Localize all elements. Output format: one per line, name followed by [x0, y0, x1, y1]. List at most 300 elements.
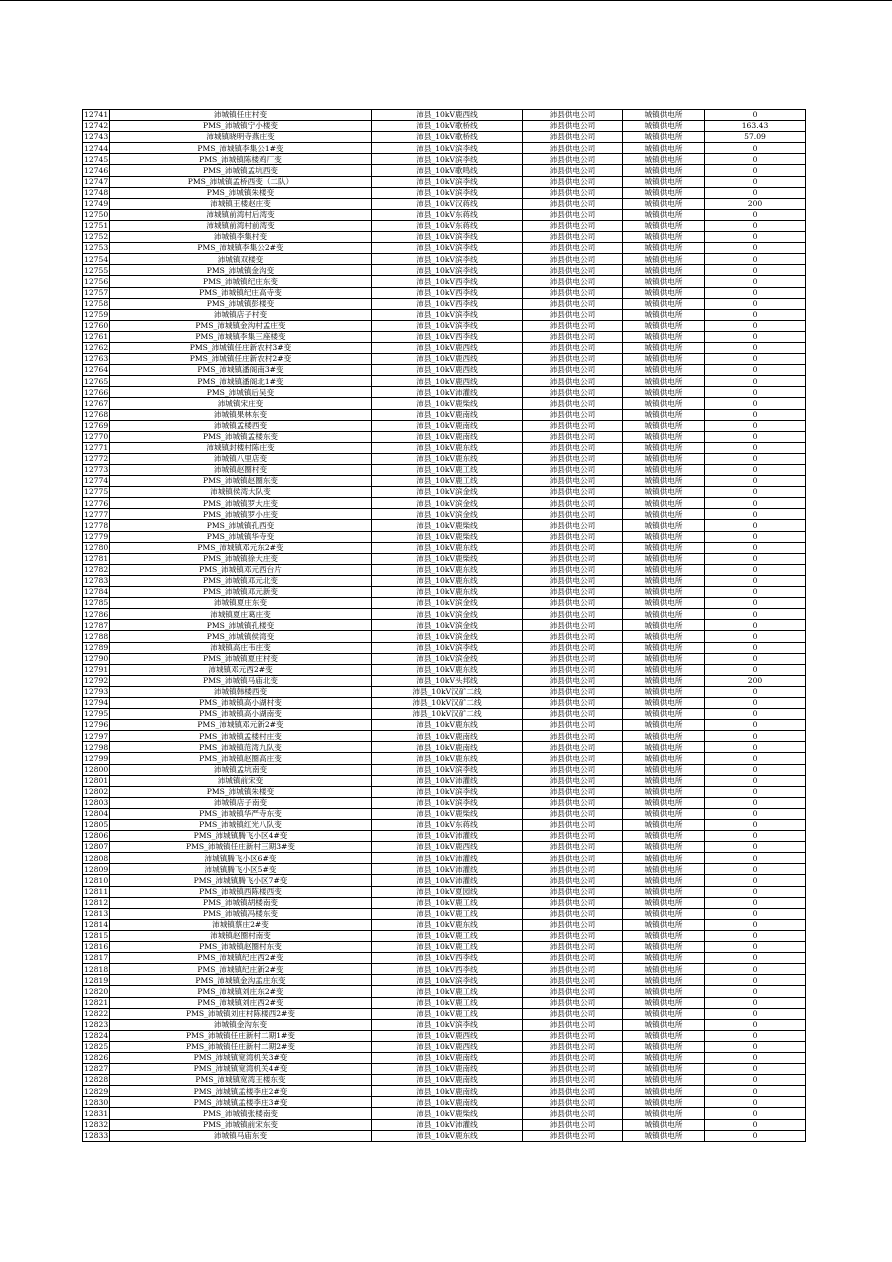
table-row [83, 143, 806, 154]
row-number-cell: 12807 [84, 842, 109, 852]
company-cell: 沛县供电公司 [523, 143, 623, 154]
value-cell: 0 [705, 365, 806, 376]
station-cell: 城镇供电所 [623, 232, 705, 243]
substation-name-cell: 沛城镇八里店变 [110, 453, 372, 464]
company-cell: 沛县供电公司 [523, 232, 623, 243]
table-row [83, 220, 806, 231]
station-cell: 城镇供电所 [623, 365, 705, 376]
table-row [83, 786, 806, 797]
value-cell: 0 [705, 720, 806, 731]
value-cell: 0 [705, 387, 806, 398]
value-cell: 0 [705, 453, 806, 464]
row-number-cell: 12743 [84, 132, 109, 142]
table-row [83, 553, 806, 564]
row-number-cell: 12763 [84, 354, 109, 364]
station-cell: 城镇供电所 [623, 986, 705, 997]
company-cell: 沛县供电公司 [523, 453, 623, 464]
line-name-cell: 沛县_10kV滨李线 [372, 764, 523, 775]
substation-name-cell: PMS_沛城镇邓元东2#变 [110, 542, 372, 553]
line-name-cell: 沛县_10kV鹿西线 [372, 110, 523, 121]
station-cell: 城镇供电所 [623, 964, 705, 975]
table-row [83, 442, 806, 453]
line-name-cell: 沛县_10kV鹿工线 [372, 942, 523, 953]
table-row [83, 964, 806, 975]
line-name-cell: 沛县_10kV滨金线 [372, 631, 523, 642]
line-name-cell: 沛县_10kV鹿东线 [372, 720, 523, 731]
station-cell: 城镇供电所 [623, 631, 705, 642]
line-name-cell: 沛县_10kV鹿西线 [372, 342, 523, 353]
row-number-cell: 12741 [84, 110, 109, 120]
company-cell: 沛县供电公司 [523, 509, 623, 520]
station-cell: 城镇供电所 [623, 1052, 705, 1063]
line-name-cell: 沛县_10kV滨李线 [372, 797, 523, 808]
row-number-cell: 12808 [84, 853, 109, 863]
company-cell: 沛县供电公司 [523, 1075, 623, 1086]
substation-name-cell: PMS_沛城镇腾飞小区4#变 [110, 831, 372, 842]
value-cell: 0 [705, 842, 806, 853]
substation-name-cell: PMS_沛城镇纪庄新2#变 [110, 964, 372, 975]
value-cell: 0 [705, 1119, 806, 1130]
value-cell: 0 [705, 753, 806, 764]
line-name-cell: 沛县_10kV鹿西线 [372, 354, 523, 365]
substation-name-cell: PMS_沛城镇赵圈高庄变 [110, 753, 372, 764]
station-cell: 城镇供电所 [623, 731, 705, 742]
value-cell: 0 [705, 598, 806, 609]
station-cell: 城镇供电所 [623, 1075, 705, 1086]
row-number-cell: 12819 [84, 975, 109, 985]
substation-name-cell: 沛城镇封楼村陈庄变 [110, 442, 372, 453]
substation-name-cell: PMS_沛城镇李集公2#变 [110, 243, 372, 254]
substation-name-cell: PMS_沛城镇金沟孟庄东变 [110, 975, 372, 986]
table-row [83, 387, 806, 398]
row-number-cell: 12765 [84, 376, 109, 386]
line-name-cell: 沛县_10kV鹿东线 [372, 753, 523, 764]
value-cell: 0 [705, 853, 806, 864]
value-cell: 0 [705, 697, 806, 708]
table-row [83, 642, 806, 653]
value-cell: 0 [705, 1008, 806, 1019]
row-number-cell: 12831 [84, 1108, 109, 1118]
company-cell: 沛县供电公司 [523, 686, 623, 697]
row-number-cell: 12797 [84, 731, 109, 741]
value-cell: 0 [705, 742, 806, 753]
table-row [83, 232, 806, 243]
table-row [83, 1097, 806, 1108]
station-cell: 城镇供电所 [623, 209, 705, 220]
value-cell: 0 [705, 1075, 806, 1086]
table-row [83, 176, 806, 187]
value-cell: 0 [705, 320, 806, 331]
row-number-cell: 12742 [84, 121, 109, 131]
station-cell: 城镇供电所 [623, 620, 705, 631]
row-number-cell: 12753 [84, 243, 109, 253]
row-number-cell: 12805 [84, 820, 109, 830]
station-cell: 城镇供电所 [623, 276, 705, 287]
value-cell: 0 [705, 465, 806, 476]
company-cell: 沛县供电公司 [523, 720, 623, 731]
table-row [83, 376, 806, 387]
company-cell: 沛县供电公司 [523, 1086, 623, 1097]
company-cell: 沛县供电公司 [523, 553, 623, 564]
station-cell: 城镇供电所 [623, 875, 705, 886]
line-name-cell: 沛县_10kV鹿西线 [372, 842, 523, 853]
value-cell: 0 [705, 309, 806, 320]
value-cell: 0 [705, 964, 806, 975]
table-row [83, 154, 806, 165]
value-cell: 0 [705, 1052, 806, 1063]
station-cell: 城镇供电所 [623, 598, 705, 609]
company-cell: 沛县供电公司 [523, 642, 623, 653]
substation-name-cell: PMS_沛城镇宽湾机关4#变 [110, 1064, 372, 1075]
station-cell: 城镇供电所 [623, 309, 705, 320]
station-cell: 城镇供电所 [623, 387, 705, 398]
value-cell: 0 [705, 686, 806, 697]
station-cell: 城镇供电所 [623, 908, 705, 919]
table-row [83, 198, 806, 209]
table-body [83, 110, 806, 1142]
table-row [83, 864, 806, 875]
row-number-cell: 12811 [84, 886, 109, 896]
row-number-cell: 12828 [84, 1075, 109, 1085]
row-number-cell: 12812 [84, 897, 109, 907]
line-name-cell: 沛县_10kV鹿东线 [372, 587, 523, 598]
station-cell: 城镇供电所 [623, 476, 705, 487]
station-cell: 城镇供电所 [623, 498, 705, 509]
company-cell: 沛县供电公司 [523, 209, 623, 220]
station-cell: 城镇供电所 [623, 320, 705, 331]
company-cell: 沛县供电公司 [523, 598, 623, 609]
table-row [83, 1052, 806, 1063]
table-row [83, 919, 806, 930]
row-number-cell: 12774 [84, 476, 109, 486]
station-cell: 城镇供电所 [623, 442, 705, 453]
line-name-cell: 沛县_10kV鹿工线 [372, 997, 523, 1008]
substation-name-cell: PMS_沛城镇邓元新变 [110, 587, 372, 598]
company-cell: 沛县供电公司 [523, 753, 623, 764]
table-row [83, 209, 806, 220]
company-cell: 沛县供电公司 [523, 187, 623, 198]
station-cell: 城镇供电所 [623, 553, 705, 564]
line-name-cell: 沛县_10kV滨李线 [372, 309, 523, 320]
substation-name-cell: 沛城镇马庙东变 [110, 1130, 372, 1141]
company-cell: 沛县供电公司 [523, 520, 623, 531]
station-cell: 城镇供电所 [623, 121, 705, 132]
company-cell: 沛县供电公司 [523, 1030, 623, 1041]
company-cell: 沛县供电公司 [523, 542, 623, 553]
station-cell: 城镇供电所 [623, 1041, 705, 1052]
row-number-cell: 12773 [84, 465, 109, 475]
station-cell: 城镇供电所 [623, 176, 705, 187]
value-cell: 0 [705, 487, 806, 498]
company-cell: 沛县供电公司 [523, 220, 623, 231]
company-cell: 沛县供电公司 [523, 331, 623, 342]
table-row [83, 1008, 806, 1019]
row-number-cell: 12747 [84, 176, 109, 186]
line-name-cell: 沛县_10kV西李线 [372, 953, 523, 964]
row-number-cell: 12784 [84, 587, 109, 597]
company-cell: 沛县供电公司 [523, 897, 623, 908]
station-cell: 城镇供电所 [623, 1086, 705, 1097]
substation-name-cell: PMS_沛城镇后吴变 [110, 387, 372, 398]
value-cell: 0 [705, 731, 806, 742]
line-name-cell: 沛县_10kV鹿南线 [372, 420, 523, 431]
company-cell: 沛县供电公司 [523, 254, 623, 265]
row-number-cell: 12817 [84, 953, 109, 963]
value-cell: 0 [705, 209, 806, 220]
table-row [83, 1064, 806, 1075]
substation-name-cell: PMS_沛城镇孔西变 [110, 520, 372, 531]
line-name-cell: 沛县_10kV鹿东线 [372, 919, 523, 930]
value-cell: 0 [705, 609, 806, 620]
value-cell: 0 [705, 919, 806, 930]
substation-name-cell: PMS_沛城镇朱楼变 [110, 187, 372, 198]
substation-name-cell: 沛城镇金沟东变 [110, 1019, 372, 1030]
table-row [83, 1075, 806, 1086]
row-number-cell: 12804 [84, 809, 109, 819]
station-cell: 城镇供电所 [623, 797, 705, 808]
company-cell: 沛县供电公司 [523, 564, 623, 575]
table-row [83, 1019, 806, 1030]
row-number-cell: 12767 [84, 398, 109, 408]
station-cell: 城镇供电所 [623, 919, 705, 930]
table-row [83, 675, 806, 686]
value-cell: 0 [705, 176, 806, 187]
station-cell: 城镇供电所 [623, 686, 705, 697]
line-name-cell: 沛县_10kV鹿南线 [372, 431, 523, 442]
company-cell: 沛县供电公司 [523, 298, 623, 309]
table-row [83, 265, 806, 276]
substation-name-cell: 沛城镇腾飞小区5#变 [110, 864, 372, 875]
table-row [83, 720, 806, 731]
row-number-cell: 12826 [84, 1053, 109, 1063]
value-cell: 0 [705, 642, 806, 653]
company-cell: 沛县供电公司 [523, 165, 623, 176]
station-cell: 城镇供电所 [623, 198, 705, 209]
table-row [83, 842, 806, 853]
substation-name-cell: PMS_沛城镇刘庄东2#变 [110, 986, 372, 997]
station-cell: 城镇供电所 [623, 1130, 705, 1141]
company-cell: 沛县供电公司 [523, 476, 623, 487]
value-cell: 200 [705, 198, 806, 209]
line-name-cell: 沛县_10kV鹿南线 [372, 1064, 523, 1075]
table-row [83, 354, 806, 365]
row-number-cell: 12775 [84, 487, 109, 497]
value-cell: 0 [705, 154, 806, 165]
table-row [83, 498, 806, 509]
table-row [83, 575, 806, 586]
company-cell: 沛县供电公司 [523, 609, 623, 620]
line-name-cell: 沛县_10kV鹿柴线 [372, 808, 523, 819]
value-cell: 0 [705, 975, 806, 986]
value-cell: 0 [705, 709, 806, 720]
company-cell: 沛县供电公司 [523, 964, 623, 975]
station-cell: 城镇供电所 [623, 653, 705, 664]
station-cell: 城镇供电所 [623, 331, 705, 342]
substation-name-cell: 沛城镇前湾村后湾变 [110, 209, 372, 220]
station-cell: 城镇供电所 [623, 398, 705, 409]
station-cell: 城镇供电所 [623, 1119, 705, 1130]
value-cell: 0 [705, 232, 806, 243]
row-number-cell: 12787 [84, 620, 109, 630]
value-cell: 0 [705, 243, 806, 254]
table-row [83, 254, 806, 265]
row-number-cell: 12798 [84, 742, 109, 752]
substation-name-cell: PMS_沛城镇范湾九队变 [110, 742, 372, 753]
value-cell: 0 [705, 864, 806, 875]
company-cell: 沛县供电公司 [523, 864, 623, 875]
substation-name-cell: 沛城镇高庄韦庄变 [110, 642, 372, 653]
value-cell: 200 [705, 675, 806, 686]
row-number-cell: 12760 [84, 321, 109, 331]
row-number-cell: 12800 [84, 764, 109, 774]
company-cell: 沛县供电公司 [523, 831, 623, 842]
row-number-cell: 12829 [84, 1086, 109, 1096]
value-cell: 0 [705, 331, 806, 342]
row-number-cell: 12795 [84, 709, 109, 719]
substation-name-cell: PMS_沛城镇赵圈东变 [110, 476, 372, 487]
row-number-cell: 12746 [84, 165, 109, 175]
company-cell: 沛县供电公司 [523, 342, 623, 353]
table-row [83, 121, 806, 132]
substation-name-cell: PMS_沛城镇金沟村孟庄变 [110, 320, 372, 331]
table-row [83, 664, 806, 675]
line-name-cell: 沛县_10kV鹿工线 [372, 930, 523, 941]
row-number-cell: 12809 [84, 864, 109, 874]
row-number-cell: 12799 [84, 753, 109, 763]
row-number-cell: 12806 [84, 831, 109, 841]
line-name-cell: 沛县_10kV汉矿二线 [372, 697, 523, 708]
company-cell: 沛县供电公司 [523, 908, 623, 919]
table-row [83, 797, 806, 808]
substation-name-cell: PMS_沛城镇任庄新村二期1#变 [110, 1030, 372, 1041]
value-cell: 0 [705, 1041, 806, 1052]
value-cell: 0 [705, 298, 806, 309]
company-cell: 沛县供电公司 [523, 320, 623, 331]
company-cell: 沛县供电公司 [523, 953, 623, 964]
line-name-cell: 沛县_10kV东蒋线 [372, 209, 523, 220]
station-cell: 城镇供电所 [623, 254, 705, 265]
station-cell: 城镇供电所 [623, 997, 705, 1008]
line-name-cell: 沛县_10kV沛灌线 [372, 387, 523, 398]
table-row [83, 276, 806, 287]
company-cell: 沛县供电公司 [523, 919, 623, 930]
substation-name-cell: PMS_沛城镇孟楼李庄3#变 [110, 1097, 372, 1108]
company-cell: 沛县供电公司 [523, 487, 623, 498]
company-cell: 沛县供电公司 [523, 731, 623, 742]
substation-name-cell: PMS_沛城镇西陈楼西变 [110, 886, 372, 897]
company-cell: 沛县供电公司 [523, 797, 623, 808]
station-cell: 城镇供电所 [623, 409, 705, 420]
table-row [83, 365, 806, 376]
value-cell: 0 [705, 553, 806, 564]
station-cell: 城镇供电所 [623, 509, 705, 520]
company-cell: 沛县供电公司 [523, 387, 623, 398]
row-number-cell: 12754 [84, 254, 109, 264]
substation-name-cell: PMS_沛城镇李集公1#变 [110, 143, 372, 154]
company-cell: 沛县供电公司 [523, 309, 623, 320]
row-number-cell: 12802 [84, 787, 109, 797]
value-cell: 0 [705, 265, 806, 276]
line-name-cell: 沛县_10kV鹿南线 [372, 1052, 523, 1063]
row-number-cell: 12779 [84, 531, 109, 541]
company-cell: 沛县供电公司 [523, 498, 623, 509]
table-row [83, 875, 806, 886]
row-number-cell: 12815 [84, 931, 109, 941]
line-name-cell: 沛县_10kV滨李线 [372, 154, 523, 165]
company-cell: 沛县供电公司 [523, 575, 623, 586]
table-row [83, 753, 806, 764]
substation-name-cell: PMS_沛城镇孟楼李庄2#变 [110, 1086, 372, 1097]
table-row [83, 487, 806, 498]
line-name-cell: 沛县_10kV滨金线 [372, 498, 523, 509]
station-cell: 城镇供电所 [623, 531, 705, 542]
table-row [83, 564, 806, 575]
substation-name-cell: PMS_沛城镇刘庄村陈楼西2#变 [110, 1008, 372, 1019]
line-name-cell: 沛县_10kV歌桥线 [372, 121, 523, 132]
line-name-cell: 沛县_10kV滨李线 [372, 187, 523, 198]
company-cell: 沛县供电公司 [523, 420, 623, 431]
substation-name-cell: PMS_沛城镇高小湖南变 [110, 709, 372, 720]
value-cell: 0 [705, 354, 806, 365]
line-name-cell: 沛县_10kV滨金线 [372, 609, 523, 620]
row-number-cell: 12816 [84, 942, 109, 952]
row-number-cell: 12825 [84, 1042, 109, 1052]
line-name-cell: 沛县_10kV汉矿二线 [372, 709, 523, 720]
company-cell: 沛县供电公司 [523, 198, 623, 209]
station-cell: 城镇供电所 [623, 165, 705, 176]
substation-name-cell: PMS_沛城镇冯楼东变 [110, 908, 372, 919]
row-number-cell: 12785 [84, 598, 109, 608]
row-number-cell: 12832 [84, 1119, 109, 1129]
line-name-cell: 沛县_10kV鹿工线 [372, 897, 523, 908]
value-cell: 0 [705, 942, 806, 953]
line-name-cell: 沛县_10kV歌鸣线 [372, 165, 523, 176]
line-name-cell: 沛县_10kV滨李线 [372, 243, 523, 254]
table-row [83, 930, 806, 941]
substation-name-cell: 沛城镇任庄村变 [110, 110, 372, 121]
line-name-cell: 沛县_10kV鹿南线 [372, 742, 523, 753]
station-cell: 城镇供电所 [623, 354, 705, 365]
value-cell: 0 [705, 143, 806, 154]
company-cell: 沛县供电公司 [523, 775, 623, 786]
row-number-cell: 12810 [84, 875, 109, 885]
substation-name-cell: PMS_沛城镇罗大庄变 [110, 498, 372, 509]
company-cell: 沛县供电公司 [523, 121, 623, 132]
line-name-cell: 沛县_10kV鹿工线 [372, 986, 523, 997]
table-row [83, 476, 806, 487]
value-cell: 0 [705, 409, 806, 420]
row-number-cell: 12794 [84, 698, 109, 708]
substation-name-cell: PMS_沛城镇高小湖村变 [110, 697, 372, 708]
table-row [83, 986, 806, 997]
line-name-cell: 沛县_10kV鹿东线 [372, 664, 523, 675]
substation-name-cell: 沛城镇孟坑南变 [110, 764, 372, 775]
table-row [83, 331, 806, 342]
line-name-cell: 沛县_10kV鹿西线 [372, 1041, 523, 1052]
table-row [83, 542, 806, 553]
line-name-cell: 沛县_10kV沛灌线 [372, 831, 523, 842]
table-row [83, 731, 806, 742]
row-number-cell: 12777 [84, 509, 109, 519]
line-name-cell: 沛县_10kV鹿东线 [372, 453, 523, 464]
value-cell: 0 [705, 1086, 806, 1097]
value-cell: 0 [705, 431, 806, 442]
table-row [83, 598, 806, 609]
row-number-cell: 12757 [84, 287, 109, 297]
table-row [83, 1119, 806, 1130]
value-cell: 0 [705, 564, 806, 575]
substation-name-cell: 沛城镇店子村变 [110, 309, 372, 320]
